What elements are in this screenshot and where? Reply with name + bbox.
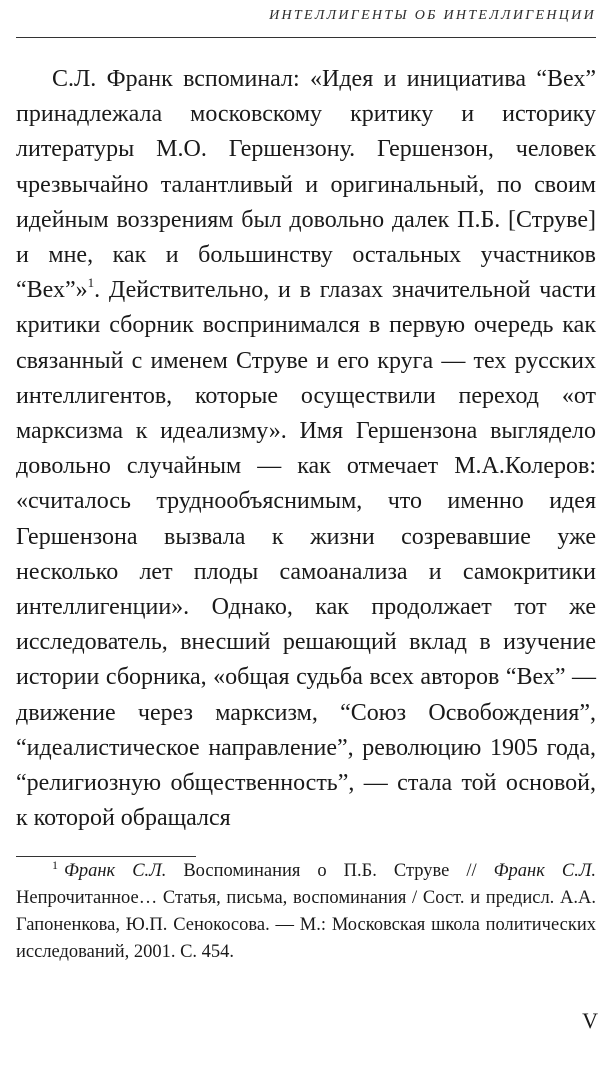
main-text-part-2: . Действительно, и в глазах значительной части критики сборник воспринимался в первую очередь как связанный с именем Струве и его круга — тех русских интеллигентов, которые осуществили переход «от марксизма к идеализму». Имя Гершензона выглядело довольно случайным — как отмечает М.А.Колеров: «считалось труднообъяснимым, что именно идея Гершензона вызвала к жизни созревавшие уже несколько лет плоды самоанализа и самокритики интеллигенции». Однако, как продолжает тот же исследователь, внесший решающий вклад в изучение истории сборника, «общая судьба всех авторов “Вех” — движение через марксизм, “Союз Освобождения”, “идеалистическое направление”, революцию 1905 года, “религиозную общественность”, — стала той основой, к которой обращался bbox=[16, 277, 596, 832]
footnote-rest: Непрочитанное… Статья, письма, воспоминания / Сост. и предисл. А.А. Гапоненкова, Ю.П. Сенокосова. — М.: Московская школа политических исследований, 2001. С. 454. bbox=[16, 888, 596, 962]
main-text-part-1: С.Л. Франк вспоминал: «Идея и инициатива “Вех” принадлежала московскому критику и историку литературы М.О. Гершензону. Гершензон, человек чрезвычайно талантливый и оригинальный, по своим идейным воззрениям был довольно далек П.Б. [Струве] и мне, как и большинству остальных участников “Вех”» bbox=[16, 66, 596, 304]
footnote-number: 1 bbox=[52, 858, 58, 872]
footnote bbox=[16, 858, 596, 966]
footnote-author-1: Франк С.Л. bbox=[64, 861, 167, 881]
footnote-reference: 1 bbox=[87, 275, 95, 291]
footnote-rule bbox=[16, 856, 196, 857]
footnote-author-2: Франк С.Л. bbox=[493, 861, 596, 881]
header-rule bbox=[16, 37, 596, 38]
running-title: ИНТЕЛЛИГЕНТЫ ОБ ИНТЕЛЛИГЕНЦИИ bbox=[269, 8, 596, 23]
page-number: V bbox=[582, 1008, 598, 1033]
main-paragraph bbox=[16, 62, 596, 836]
footnote-title-1: Воспоминания о П.Б. Струве // bbox=[166, 861, 494, 881]
